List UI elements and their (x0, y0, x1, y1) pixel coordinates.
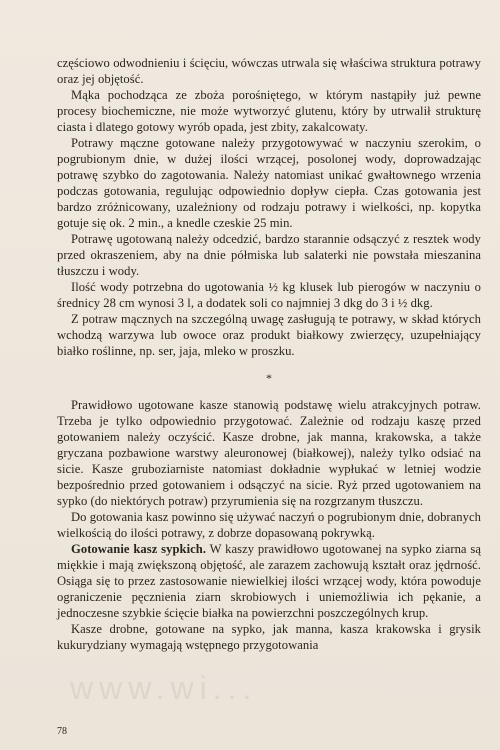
page-number: 78 (57, 726, 67, 737)
paragraph-7: Prawidłowo ugotowane kasze stanowią podstawę wielu atrakcyjnych potraw. Trzeba je tylko odpowiednio przygotować. Zależnie od rodzaju kaszę przed gotowaniem należy oczyścić. Kasze drobne, jak manna, krakowska, a także gryczana pozbawione warstwy aleuronowej (białkowej), należy tylko odsiać na sicie. Kasze gruboziarniste natomiast dokładnie wypłukać w letniej wodzie bezpośrednio przed gotowaniem i odsączyć na sicie. Ryż przed ugotowaniem na sypko (do niektórych potraw) przyrumienia się na rozgrzanym tłuszczu. (57, 398, 481, 508)
paragraph-3: Potrawy mączne gotowane należy przygotowywać w naczyniu szerokim, o pogrubionym dnie, w dużej ilości wrzącej, posolonej wody, doprowadzając potrawę szybko do zagotowania. Należy natomiast unikać gwałtownego wrzenia podczas gotowania, regulując odpowiednio dopływ ciepła. Czas gotowania jest bardzo zróżnicowany, uzależniony od rodzaju potrawy i wielkości, np. kopytka gotuje się ok. 2 min., a knedle czeskie 25 min. (57, 136, 481, 230)
paragraph-10: Kasze drobne, gotowane na sypko, jak manna, kasza krakowska i grysik kukurydziany wymagają wstępnego przygotowania (57, 622, 481, 652)
paragraph-5: Ilość wody potrzebna do ugotowania ½ kg klusek lub pierogów w naczyniu o średnicy 28 cm wynosi 3 l, a dodatek soli co najmniej 3 dkg do 3 i ½ dkg. (57, 280, 481, 310)
watermark-text: www.wi... (70, 670, 258, 706)
paragraph-9-body: W kaszy prawidłowo ugotowanej na sypko ziarna są miękkie i mają zwiększoną objętość, ale zarazem zachowują kształt oraz jędrność. Osiąga się to przez zastosowanie niewielkiej ilości wrzącej wody, która powoduje ograniczenie pęcznienia ziarn skrobiowych i uniemożliwia ich pękanie, a jednoczesne szybkie ścięcie białka na powierzchni poszczególnych krup. (57, 542, 481, 620)
paragraph-4: Potrawę ugotowaną należy odcedzić, bardzo starannie odsączyć z resztek wody przed okraszeniem, aby na dnie półmiska lub salaterki nie powstała mieszanina tłuszczu i wody. (57, 232, 481, 278)
paragraph-9 (57, 541, 481, 621)
section-separator: * (265, 371, 273, 385)
paragraph-1: częściowo odwodnieniu i ścięciu, wówczas utrwala się właściwa struktura potrawy oraz jej objętość. (57, 56, 481, 86)
paragraph-8: Do gotowania kasz powinno się używać naczyń o pogrubionym dnie, dobranych wielkością do ilości potrawy, z dobrze dopasowaną pokrywką. (57, 510, 481, 540)
page-body (57, 55, 481, 653)
paragraph-2: Mąka pochodząca ze zboża porośniętego, w którym nastąpiły już pewne procesy biochemiczne, nie może wytworzyć glutenu, który by utrwalił strukturę ciasta i dlatego gotowy wyrób opada, jest zbity, zakalcowaty. (57, 88, 481, 134)
paragraph-6: Z potraw mącznych na szczególną uwagę zasługują te potrawy, w skład których wchodzą warzywa lub owoce oraz produkt białkowy zwierzęcy, uzupełniający białko roślinne, np. ser, jaja, mleko w proszku. (57, 312, 481, 358)
heading-gotowanie-kasz-sypkich: Gotowanie kasz sypkich. (71, 542, 207, 556)
